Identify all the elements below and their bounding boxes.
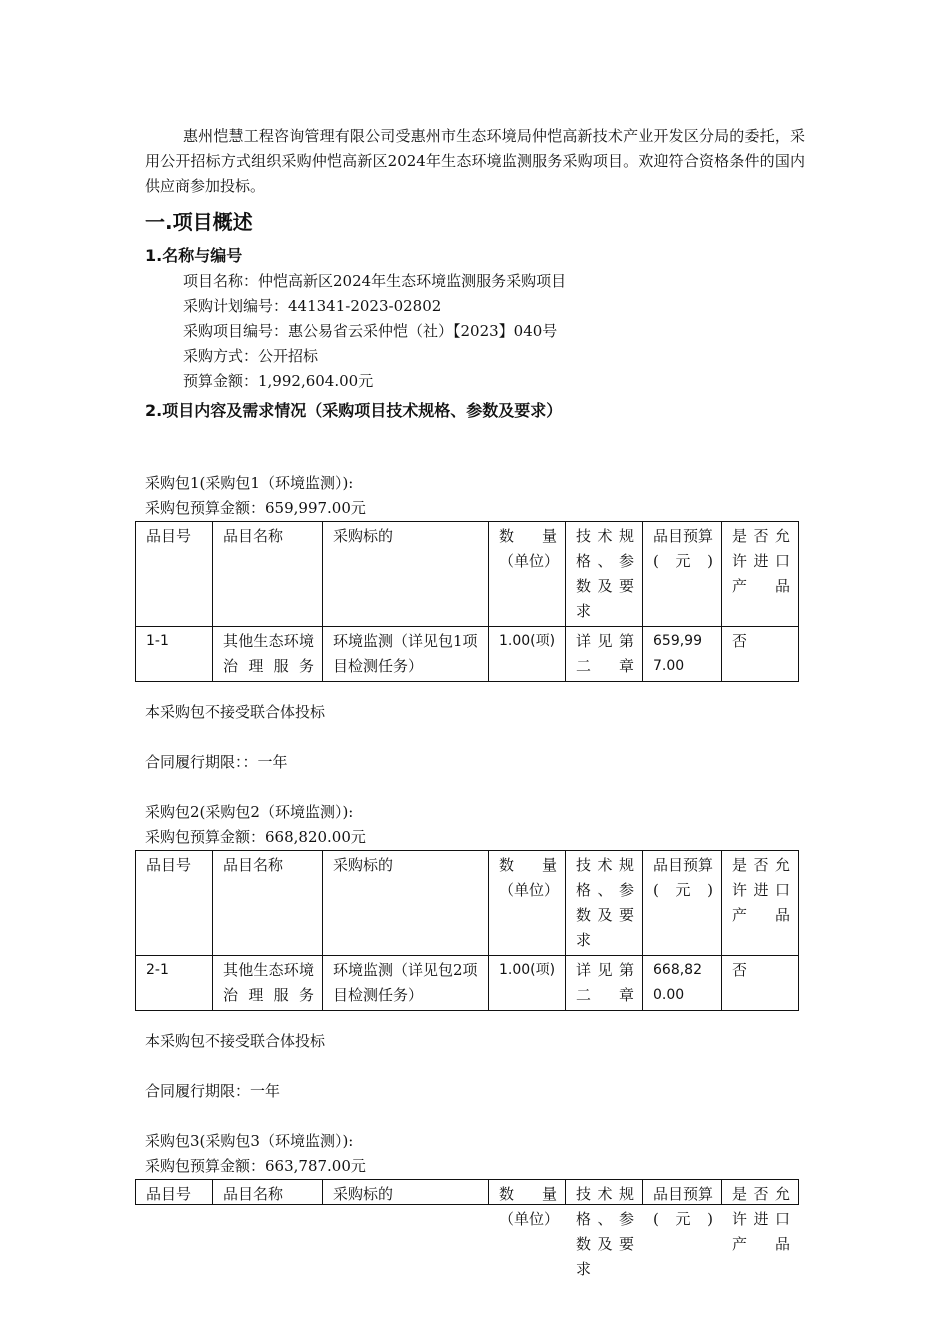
header-cell: 是否允许进口产品 [722,851,799,956]
project-number: 采购项目编号：惠公易省云采仲恺（社）【2023】040号 [183,322,558,340]
header-cell: 品目号 [136,522,213,627]
header-cell: 品目预算(元) [643,1180,722,1205]
table-cell: 否 [722,956,799,1011]
table-cell: 1.00(项) [489,627,566,682]
table-cell: 其他生态环境治理服务 [213,627,323,682]
procurement-method: 采购方式：公开招标 [183,347,319,365]
table-cell: 详见第二章 [566,956,643,1011]
table-header-row [136,851,799,956]
section-title: 一.项目概述 [145,210,253,234]
table-cell: 否 [722,627,799,682]
document-page [145,120,805,1278]
header-cell: 品目预算(元) [643,522,722,627]
table-cell: 2-1 [136,956,213,1011]
table-cell: 环境监测（详见包2项目检测任务） [323,956,489,1011]
table-cell: 1-1 [136,627,213,682]
header-cell: 是否允许进口产品 [722,522,799,627]
header-cell: 采购标的 [323,1180,489,1205]
package-budget: 采购包预算金额：659,997.00元 [145,499,366,517]
table-cell: 659,997.00 [643,627,722,682]
header-cell: 是否允许进口产品 [722,1180,799,1205]
budget-amount: 预算金额：1,992,604.00元 [183,372,374,390]
header-cell: 品目名称 [213,522,323,627]
header-cell: 品目预算(元) [643,851,722,956]
package-table [135,521,799,682]
package-table [135,850,799,1011]
package-title: 采购包1(采购包1（环境监测）): [145,474,354,492]
header-cell: 采购标的 [323,851,489,956]
table-cell: 668,820.00 [643,956,722,1011]
subsection-title-name: 1.名称与编号 [145,246,243,265]
header-cell: 技术规格、参数及要求 [566,851,643,956]
package-term: 合同履行期限：一年 [145,1082,281,1100]
header-cell: 技术规格、参数及要求 [566,1180,643,1205]
table-cell: 1.00(项) [489,956,566,1011]
header-cell: 品目名称 [213,851,323,956]
table-header-row [136,1180,799,1205]
package-table [135,1179,799,1278]
table-header-row [136,522,799,627]
header-cell: 品目号 [136,1180,213,1205]
plan-number: 采购计划编号：441341-2023-02802 [183,297,442,315]
table-cell: 其他生态环境治理服务 [213,956,323,1011]
table-cell: 详见第二章 [566,627,643,682]
intro-paragraph: 惠州恺慧工程咨询管理有限公司受惠州市生态环境局仲恺高新技术产业开发区分局的委托，采用公开招标方式组织采购仲恺高新区2024年生态环境监测服务采购项目。欢迎符合资格条件的国内供应商参加投标。 [145,127,805,195]
header-cell: 数量（单位） [489,1180,566,1205]
project-name: 项目名称：仲恺高新区2024年生态环境监测服务采购项目 [183,272,567,290]
package-budget: 采购包预算金额：663,787.00元 [145,1157,366,1175]
table-cell: 环境监测（详见包1项目检测任务） [323,627,489,682]
header-cell: 品目号 [136,851,213,956]
package-budget: 采购包预算金额：668,820.00元 [145,828,366,846]
header-cell: 品目名称 [213,1180,323,1205]
subsection-title-content: 2.项目内容及需求情况（采购项目技术规格、参数及要求） [145,401,563,420]
package-title: 采购包3(采购包3（环境监测）): [145,1132,354,1150]
table-row [136,627,799,682]
header-cell: 技术规格、参数及要求 [566,522,643,627]
package-note: 本采购包不接受联合体投标 [145,1032,326,1050]
table-row [136,956,799,1011]
header-cell: 采购标的 [323,522,489,627]
package-title: 采购包2(采购包2（环境监测）): [145,803,354,821]
package-term: 合同履行期限：：一年 [145,753,288,771]
header-cell: 数量（单位） [489,851,566,956]
header-cell: 数量（单位） [489,522,566,627]
package-note: 本采购包不接受联合体投标 [145,703,326,721]
